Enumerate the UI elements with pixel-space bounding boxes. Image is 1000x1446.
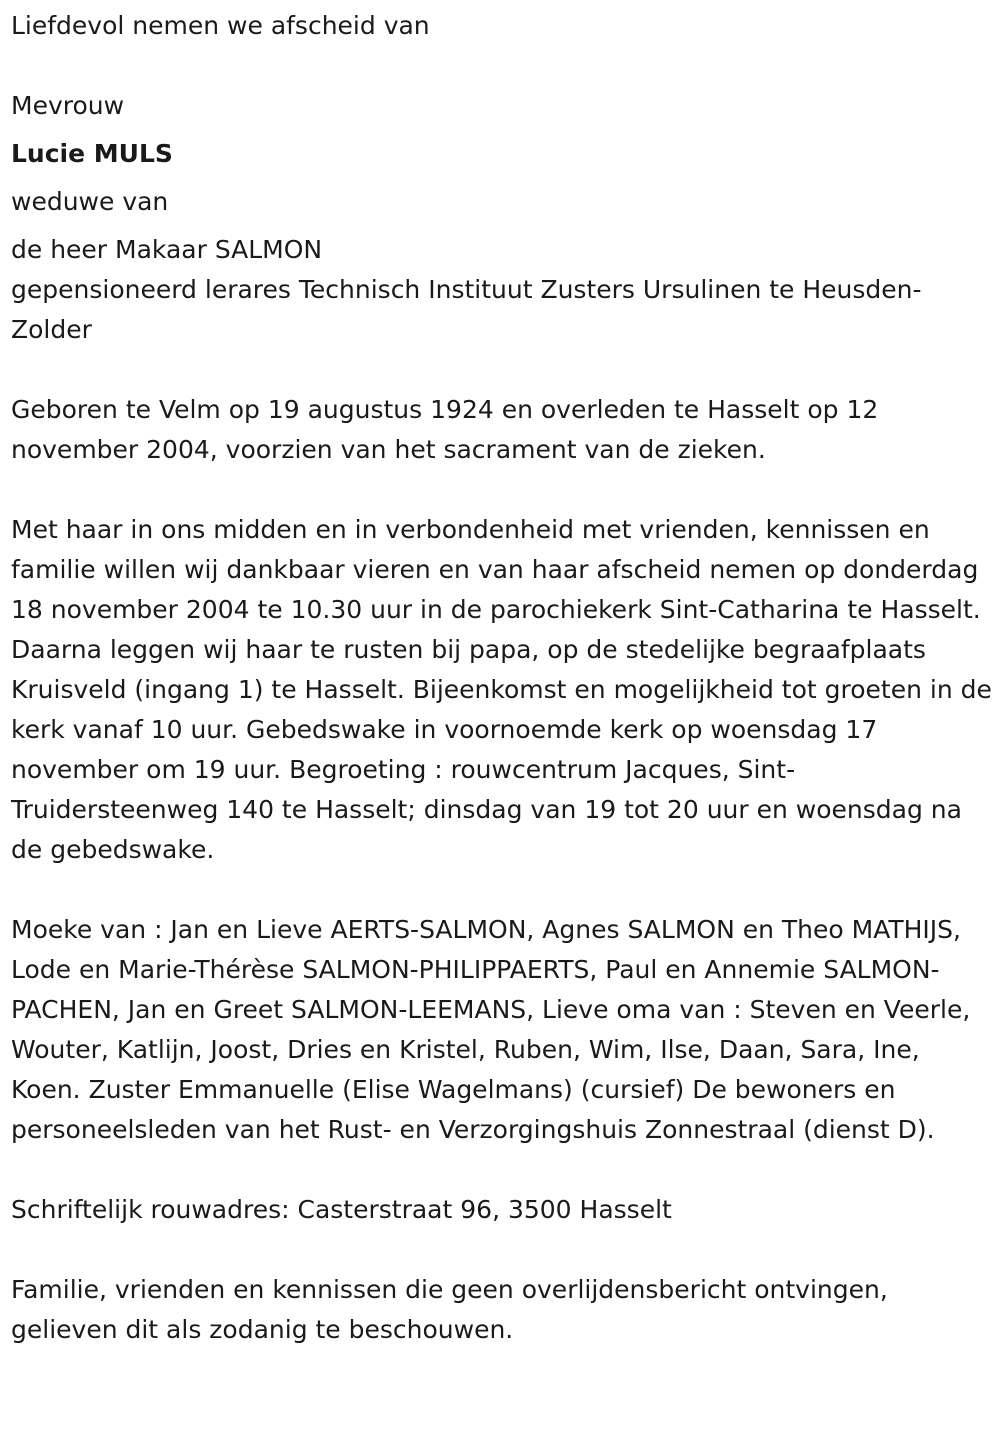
address-paragraph: Schriftelijk rouwadres: Casterstraat 96, 3500 Hasselt <box>11 1195 672 1224</box>
intro-line: Liefdevol nemen we afscheid van <box>11 11 430 40</box>
family-paragraph: Moeke van : Jan en Lieve AERTS-SALMON, Agnes SALMON en Theo MATHIJS, Lode en Marie-Thérèse SALMON-PHILIPPAERTS, Paul en Annemie SALMON-PACHEN, Jan en Greet SALMON-LEEMANS, Lieve oma van : Steven en Veerle, Wouter, Katlijn, Joost, Dries en Kristel, Ruben, Wim, Ilse, Daan, Sara, Ine, Koen. Zuster Emmanuelle (Elise Wagelmans) (cursief) De bewoners en personeelsleden van het Rust- en Verzorgingshuis Zonnestraal (dienst D). <box>11 915 971 1144</box>
birth-death-paragraph: Geboren te Velm op 19 augustus 1924 en overleden te Hasselt op 12 november 2004, voorzien van het sacrament van de zieken. <box>11 395 879 464</box>
widow-of-line: weduwe van <box>11 187 169 216</box>
ceremony-paragraph: Met haar in ons midden en in verbondenheid met vrienden, kennissen en familie willen wij dankbaar vieren en van haar afscheid nemen op donderdag 18 november 2004 te 10.30 uur in de parochiekerk Sint-Catharina te Hasselt. Daarna leggen wij haar te rusten bij papa, op de stedelijke begraafplaats Kruisveld (ingang 1) te Hasselt. Bijeenkomst en mogelijkheid tot groeten in de kerk vanaf 10 uur. Gebedswake in voornoemde kerk op woensdag 17 november om 19 uur. Begroeting : rouwcentrum Jacques, Sint-Truidersteenweg 140 te Hasselt; dinsdag van 19 tot 20 uur en woensdag na de gebedswake. <box>11 515 992 864</box>
occupation-paragraph: gepensioneerd lerares Technisch Instituut Zusters Ursulinen te Heusden-Zolder <box>11 275 922 344</box>
husband-name: de heer Makaar SALMON <box>11 235 323 264</box>
closing-paragraph: Familie, vrienden en kennissen die geen overlijdensbericht ontvingen, gelieven dit als zodanig te beschouwen. <box>11 1275 888 1344</box>
deceased-name: Lucie MULS <box>11 139 173 168</box>
salutation: Mevrouw <box>11 91 125 120</box>
